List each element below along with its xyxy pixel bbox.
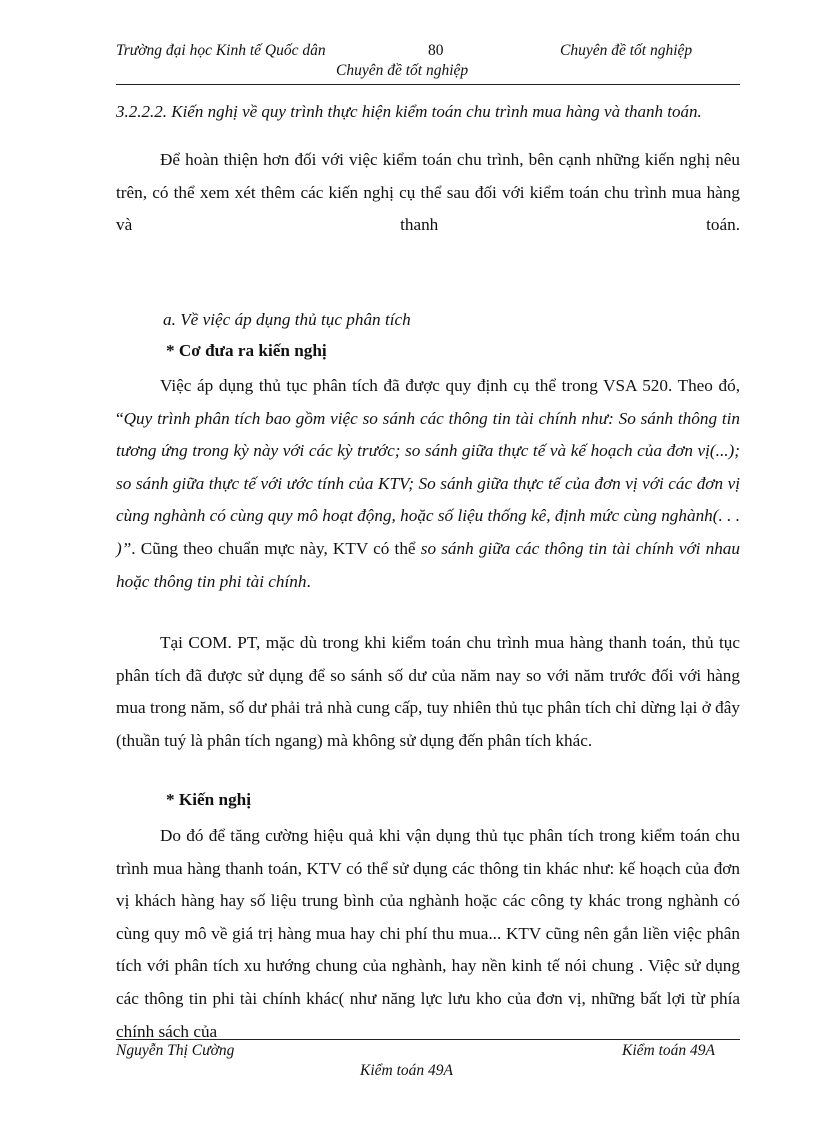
subheading-analytical-procedures: a. Về việc áp dụng thủ tục phân tích <box>163 310 411 329</box>
footer-class: Kiểm toán 49A <box>622 1042 715 1059</box>
footer-rule <box>116 1039 740 1040</box>
section-heading: 3.2.2.2. Kiến nghị về quy trình thực hiện kiểm toán chu trình mua hàng và thanh toán. <box>116 102 702 121</box>
basis-quote: Quy trình phân tích bao gồm việc so sánh các thông tin tài chính như: So sánh thông tin tương ứng trong kỳ này với các kỳ trước; so sánh giữa thực tế và kế hoạch của đơn vị(...); so sánh giữa thực tế với ước tính của KTV; So sánh giữa thực tế của đơn vị với các đơn vị cùng nghành có cùng quy mô hoạt động, hoặc số liệu thống kê, định mức cùng nghành(. . . )” <box>116 408 740 558</box>
basis-text-3: . <box>306 571 311 591</box>
intro-paragraph: Để hoàn thiện hơn đối với việc kiểm toán chu trình, bên cạnh những kiến nghị nêu trên, có thể xem xét thêm các kiến nghị cụ thể sau đối với kiểm toán chu trình mua hàng và thanh toán. <box>116 150 740 235</box>
recommendation-heading: * Kiến nghị <box>166 790 252 809</box>
page-number: 80 <box>428 42 444 59</box>
footer-subtitle: Kiểm toán 49A <box>360 1062 453 1079</box>
header-subtitle: Chuyên đề tốt nghiệp <box>336 62 469 79</box>
basis-text-2: . Cũng theo chuẩn mực này, KTV có thể <box>131 538 421 558</box>
basis-text-1: Việc áp dụng thủ tục phân tích đã được quy định cụ thể trong VSA 520. Theo đó, “ <box>116 376 740 428</box>
header-school-name: Trường đại học Kinh tế Quốc dân <box>116 42 326 59</box>
header-document-type: Chuyên đề tốt nghiệp <box>560 42 693 59</box>
footer-author: Nguyễn Thị Cường <box>116 1042 235 1059</box>
com-paragraph: Tại COM. PT, mặc dù trong khi kiểm toán chu trình mua hàng thanh toán, thủ tục phân tích đã được sử dụng để so sánh số dư của năm nay so với năm trước đối với hàng mua trong năm, số dư phải trả nhà cung cấp, tuy nhiên thủ tục phân tích chỉ dừng lại ở đây (thuần tuý là phân tích ngang) mà không sử dụng đến phân tích khác. <box>116 633 740 750</box>
header-rule <box>116 84 740 85</box>
basis-italic-end: so sánh giữa các thông tin tài chính với nhau hoặc thông tin phi tài chính <box>116 538 740 591</box>
basis-paragraph <box>116 370 740 598</box>
basis-heading: * Cơ đưa ra kiến nghị <box>166 341 327 360</box>
recommendation-paragraph: Do đó để tăng cường hiệu quả khi vận dụng thủ tục phân tích trong kiểm toán chu trình mua hàng thanh toán, KTV có thể sử dụng các thông tin khác như: kế hoạch của đơn vị khách hàng hay số liệu trung bình của nghành hoặc các công ty khác trong nghành có cùng quy mô về giá trị hàng mua hay chi phí thu mua... KTV cũng nên gắn liền việc phân tích với phân tích xu hướng chung của nghành, hay nền kinh tế nói chung . Việc sử dụng các thông tin phi tài chính khác( như năng lực lưu kho của đơn vị, những bất lợi từ phía chính sách của <box>116 826 740 1041</box>
